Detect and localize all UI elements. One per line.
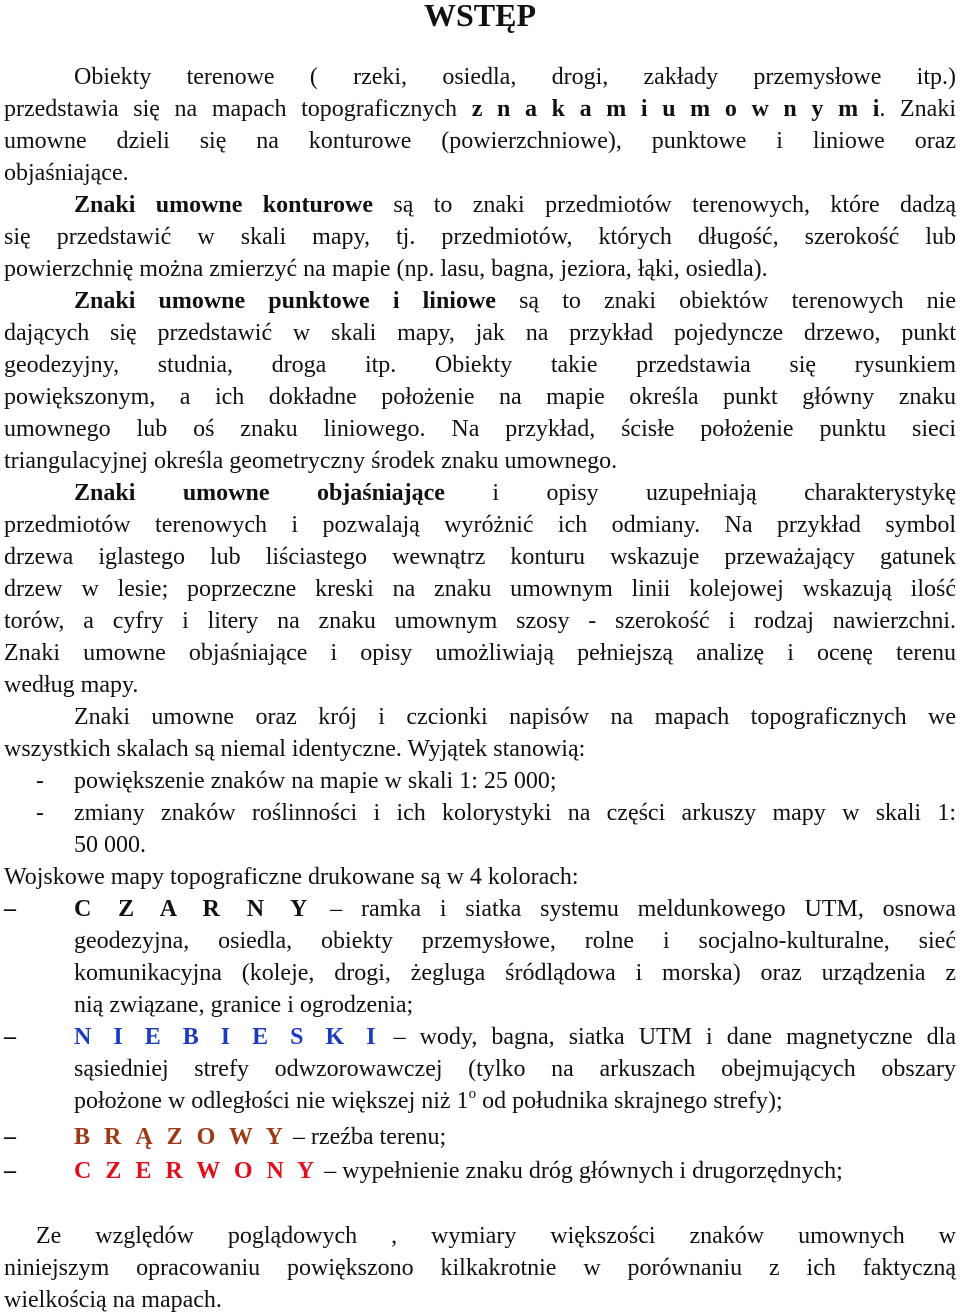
konturowe-line-1 bbox=[74, 189, 956, 221]
closing-line-2: niniejszym opracowaniu powiększono kilkakrotnie w porównaniu z ich faktyczną bbox=[4, 1255, 956, 1281]
intro-line-3: umowne dzieli się na konturowe (powierzchniowe), punktowe i liniowe oraz bbox=[4, 128, 956, 154]
degree-superscript: o bbox=[468, 1086, 477, 1102]
color-blue-text: od południka skrajnego strefy); bbox=[476, 1088, 783, 1114]
objasniajace-line-4: drzew w lesie; poprzeczne kreski na znaku umownym linii kolejowej wskazują ilość bbox=[4, 576, 956, 602]
closing-line-3: wielkością na mapach. bbox=[4, 1287, 222, 1313]
color-red-name: C Z E R W O N Y bbox=[74, 1158, 319, 1184]
intro-text: . Znaki bbox=[879, 96, 956, 122]
objasniajace-line-3: drzewa iglastego lub liściastego wewnątrz konturu wskazuje przeważający gatunek bbox=[4, 544, 956, 570]
exception-item-2-cont: 50 000. bbox=[74, 832, 146, 858]
punktowe-line-3: geodezyjny, studnia, droga itp. Obiekty takie przedstawia się rysunkiem bbox=[4, 352, 956, 378]
exception-item-2: zmiany znaków roślinności i ich kolorystyki na części arkuszy mapy w skali 1: bbox=[74, 800, 956, 826]
color-black-desc: – ramka i siatka systemu meldunkowego UTM, osnowa bbox=[311, 896, 956, 922]
color-blue-text: położone w odległości nie większej niż 1 bbox=[74, 1088, 469, 1114]
znaki-umowne-emphasis: z n a k a m i u m o w n y m i bbox=[471, 96, 880, 122]
color-blue-name: N I E B I E S K I bbox=[74, 1024, 380, 1050]
closing-line-1: Ze względów poglądowych , wymiary większości znaków umownych w bbox=[36, 1223, 956, 1249]
konturowe-line-3: powierzchnię można zmierzyć na mapie (np. lasu, bagna, jeziora, łąki, osiedla). bbox=[4, 256, 768, 282]
punktowe-term: Znaki umowne punktowe i liniowe bbox=[74, 288, 496, 314]
kroj-line-1: Znaki umowne oraz krój i czcionki napisów na mapach topograficznych we bbox=[74, 704, 956, 730]
objasniajace-line-5: torów, a cyfry i litery na znaku umownym szosy - szerokość i rodzaj nawierzchni. bbox=[4, 608, 956, 634]
konturowe-line-2: się przedstawić w skali mapy, tj. przedmiotów, których długość, szerokość lub bbox=[4, 224, 956, 250]
color-red-desc: – wypełnienie znaku dróg głównych i drugorzędnych; bbox=[318, 1158, 843, 1184]
punktowe-text: są to znaki obiektów terenowych nie bbox=[495, 288, 956, 314]
list-dash: – bbox=[4, 1124, 16, 1150]
page-title: WSTĘP bbox=[423, 0, 537, 33]
konturowe-term: Znaki umowne konturowe bbox=[74, 192, 373, 218]
color-blue-desc: – wody, bagna, siatka UTM i dane magnetyczne dla bbox=[379, 1024, 957, 1050]
color-black-line-4: nią związane, granice i ogrodzenia; bbox=[74, 992, 414, 1018]
list-marker: - bbox=[36, 800, 44, 826]
list-dash: – bbox=[4, 1024, 16, 1050]
objasniajace-line-2: przedmiotów terenowych i pozwalają wyróżnić ich odmiany. Na przykład symbol bbox=[4, 512, 956, 538]
list-dash: – bbox=[4, 896, 16, 922]
color-blue-line-1 bbox=[74, 1021, 956, 1053]
color-blue-line-3 bbox=[74, 1085, 956, 1117]
color-black-line-3: komunikacyjna (koleje, drogi, żegluga śródlądowa i morska) oraz urządzenia z bbox=[74, 960, 956, 986]
intro-line-4: objaśniające. bbox=[4, 160, 129, 186]
punktowe-line-5: umownego lub oś znaku liniowego. Na przykład, ścisłe położenie punktu sieci bbox=[4, 416, 956, 442]
punktowe-line-1 bbox=[74, 285, 956, 317]
list-marker: - bbox=[36, 768, 44, 794]
color-brown-desc: – rzeźba terenu; bbox=[286, 1124, 447, 1150]
objasniajace-line-6: Znaki umowne objaśniające i opisy umożliwiają pełniejszą analizę i ocenę terenu bbox=[4, 640, 956, 666]
list-dash: – bbox=[4, 1158, 16, 1184]
color-blue-line-2: sąsiedniej strefy odwzorowawczej (tylko na arkuszach obejmujących obszary bbox=[74, 1056, 956, 1082]
intro-text: przedstawia się na mapach topograficznych bbox=[4, 96, 472, 122]
intro-line-1: Obiekty terenowe ( rzeki, osiedla, drogi, zakłady przemysłowe itp.) bbox=[74, 64, 956, 90]
kroj-line-2: wszystkich skalach są niemal identyczne. Wyjątek stanowią: bbox=[4, 736, 586, 762]
colors-intro: Wojskowe mapy topograficzne drukowane są w 4 kolorach: bbox=[4, 864, 579, 890]
konturowe-text: są to znaki przedmiotów terenowych, które dadzą bbox=[373, 192, 956, 218]
color-red-line-1 bbox=[74, 1155, 956, 1187]
exception-item-1: powiększenie znaków na mapie w skali 1: 25 000; bbox=[74, 768, 557, 794]
punktowe-line-2: dających się przedstawić w skali mapy, jak na przykład pojedyncze drzewo, punkt bbox=[4, 320, 956, 346]
objasniajace-text: i opisy uzupełniają charakterystykę bbox=[444, 480, 956, 506]
color-black-line-2: geodezyjna, osiedla, obiekty przemysłowe, rolne i socjalno-kulturalne, sieć bbox=[74, 928, 956, 954]
punktowe-line-6: triangulacyjnej określa geometryczny środek znaku umownego. bbox=[4, 448, 618, 474]
objasniajace-line-1 bbox=[74, 477, 956, 509]
intro-line-2 bbox=[4, 93, 956, 125]
color-black-line-1 bbox=[74, 893, 956, 925]
punktowe-line-4: powiększonym, a ich dokładne położenie na mapie określa punkt główny znaku bbox=[4, 384, 956, 410]
color-black-name: C Z A R N Y bbox=[74, 896, 312, 922]
color-brown-line-1 bbox=[74, 1121, 956, 1153]
objasniajace-line-7: według mapy. bbox=[4, 672, 139, 698]
color-brown-name: B R Ą Z O W Y bbox=[74, 1124, 287, 1150]
objasniajace-term: Znaki umowne objaśniające bbox=[74, 480, 445, 506]
